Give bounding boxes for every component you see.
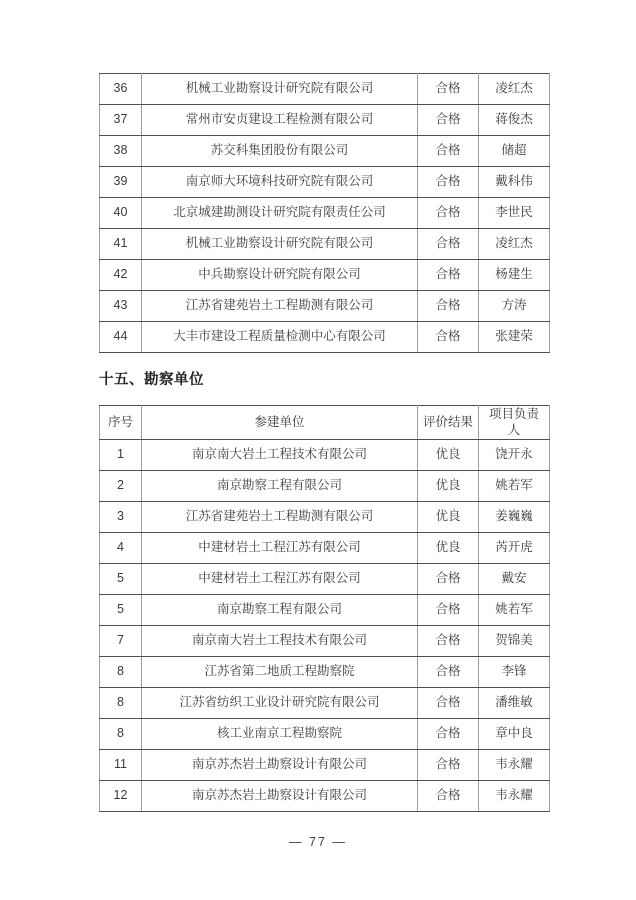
cell-unit: 机械工业勘察设计研究院有限公司 xyxy=(142,74,418,105)
table-row xyxy=(100,595,550,626)
cell-unit: 苏交科集团股份有限公司 xyxy=(142,136,418,167)
cell-person: 凌红杰 xyxy=(479,229,550,260)
cell-unit: 江苏省纺织工业设计研究院有限公司 xyxy=(142,688,418,719)
cell-person: 贺锦美 xyxy=(479,626,550,657)
cell-no: 8 xyxy=(100,719,142,750)
cell-result: 优良 xyxy=(418,471,479,502)
cell-person: 姚若军 xyxy=(479,595,550,626)
cell-result: 优良 xyxy=(418,440,479,471)
cell-unit: 中兵勘察设计研究院有限公司 xyxy=(142,260,418,291)
cell-no: 3 xyxy=(100,502,142,533)
cell-unit: 南京南大岩土工程技术有限公司 xyxy=(142,440,418,471)
cell-no: 4 xyxy=(100,533,142,564)
cell-result: 合格 xyxy=(418,688,479,719)
table-row xyxy=(100,781,550,812)
cell-no: 44 xyxy=(100,322,142,353)
cell-result: 合格 xyxy=(418,136,479,167)
table-row xyxy=(100,533,550,564)
cell-no: 11 xyxy=(100,750,142,781)
table-row xyxy=(100,322,550,353)
cell-unit: 北京城建勘测设计研究院有限责任公司 xyxy=(142,198,418,229)
cell-no: 36 xyxy=(100,74,142,105)
table-row xyxy=(100,626,550,657)
table-row xyxy=(100,502,550,533)
cell-no: 38 xyxy=(100,136,142,167)
cell-no: 39 xyxy=(100,167,142,198)
cell-result: 合格 xyxy=(418,229,479,260)
cell-no: 40 xyxy=(100,198,142,229)
cell-unit: 常州市安贞建设工程检测有限公司 xyxy=(142,105,418,136)
cell-result: 合格 xyxy=(418,657,479,688)
table-row xyxy=(100,657,550,688)
cell-result: 优良 xyxy=(418,502,479,533)
table-row xyxy=(100,564,550,595)
table-row xyxy=(100,750,550,781)
cell-person: 姜巍巍 xyxy=(479,502,550,533)
cell-no: 1 xyxy=(100,440,142,471)
table-units-continuation xyxy=(99,73,550,353)
cell-result: 合格 xyxy=(418,564,479,595)
cell-unit: 中建材岩土工程江苏有限公司 xyxy=(142,564,418,595)
table-row xyxy=(100,291,550,322)
table-row xyxy=(100,136,550,167)
cell-result: 优良 xyxy=(418,533,479,564)
cell-person: 张建荣 xyxy=(479,322,550,353)
cell-result: 合格 xyxy=(418,291,479,322)
table-row xyxy=(100,688,550,719)
cell-unit: 机械工业勘察设计研究院有限公司 xyxy=(142,229,418,260)
cell-no: 7 xyxy=(100,626,142,657)
cell-unit: 南京苏杰岩土勘察设计有限公司 xyxy=(142,781,418,812)
cell-unit: 南京勘察工程有限公司 xyxy=(142,595,418,626)
cell-person: 凌红杰 xyxy=(479,74,550,105)
page-number: — 77 — xyxy=(289,835,347,849)
table-row xyxy=(100,471,550,502)
cell-person: 戴科伟 xyxy=(479,167,550,198)
cell-unit: 江苏省第二地质工程勘察院 xyxy=(142,657,418,688)
table-row xyxy=(100,167,550,198)
cell-unit: 南京勘察工程有限公司 xyxy=(142,471,418,502)
table-survey-units xyxy=(99,405,550,812)
cell-no: 43 xyxy=(100,291,142,322)
cell-no: 2 xyxy=(100,471,142,502)
cell-no: 8 xyxy=(100,688,142,719)
table-row xyxy=(100,260,550,291)
cell-no: 5 xyxy=(100,595,142,626)
cell-result: 合格 xyxy=(418,167,479,198)
header-no: 序号 xyxy=(100,406,142,440)
cell-unit: 南京师大环境科技研究院有限公司 xyxy=(142,167,418,198)
cell-person: 蒋俊杰 xyxy=(479,105,550,136)
cell-result: 合格 xyxy=(418,719,479,750)
cell-person: 姚若军 xyxy=(479,471,550,502)
cell-result: 合格 xyxy=(418,750,479,781)
header-unit: 参建单位 xyxy=(142,406,418,440)
cell-unit: 南京南大岩土工程技术有限公司 xyxy=(142,626,418,657)
cell-person: 饶开永 xyxy=(479,440,550,471)
cell-person: 方涛 xyxy=(479,291,550,322)
cell-person: 储超 xyxy=(479,136,550,167)
cell-no: 5 xyxy=(100,564,142,595)
cell-person: 韦永耀 xyxy=(479,781,550,812)
cell-person: 戴安 xyxy=(479,564,550,595)
section-heading: 十五、勘察单位 xyxy=(99,372,204,388)
cell-unit: 江苏省建苑岩土工程勘测有限公司 xyxy=(142,291,418,322)
cell-person: 韦永耀 xyxy=(479,750,550,781)
cell-no: 37 xyxy=(100,105,142,136)
cell-person: 章中良 xyxy=(479,719,550,750)
table-header-row xyxy=(100,406,550,440)
header-result: 评价结果 xyxy=(418,406,479,440)
cell-person: 芮开虎 xyxy=(479,533,550,564)
table-row xyxy=(100,440,550,471)
cell-result: 合格 xyxy=(418,74,479,105)
table-row xyxy=(100,229,550,260)
header-person: 项目负责人 xyxy=(479,406,550,440)
cell-person: 杨建生 xyxy=(479,260,550,291)
cell-unit: 大丰市建设工程质量检测中心有限公司 xyxy=(142,322,418,353)
cell-result: 合格 xyxy=(418,781,479,812)
cell-person: 李锋 xyxy=(479,657,550,688)
table-row xyxy=(100,719,550,750)
table-row xyxy=(100,198,550,229)
table-row xyxy=(100,74,550,105)
cell-unit: 核工业南京工程勘察院 xyxy=(142,719,418,750)
cell-unit: 南京苏杰岩土勘察设计有限公司 xyxy=(142,750,418,781)
cell-unit: 中建材岩土工程江苏有限公司 xyxy=(142,533,418,564)
table-row xyxy=(100,105,550,136)
cell-result: 合格 xyxy=(418,595,479,626)
cell-no: 8 xyxy=(100,657,142,688)
cell-no: 42 xyxy=(100,260,142,291)
cell-result: 合格 xyxy=(418,322,479,353)
cell-result: 合格 xyxy=(418,626,479,657)
cell-no: 12 xyxy=(100,781,142,812)
cell-result: 合格 xyxy=(418,260,479,291)
cell-unit: 江苏省建苑岩土工程勘测有限公司 xyxy=(142,502,418,533)
cell-person: 潘维敏 xyxy=(479,688,550,719)
cell-result: 合格 xyxy=(418,105,479,136)
cell-no: 41 xyxy=(100,229,142,260)
cell-result: 合格 xyxy=(418,198,479,229)
cell-person: 李世民 xyxy=(479,198,550,229)
